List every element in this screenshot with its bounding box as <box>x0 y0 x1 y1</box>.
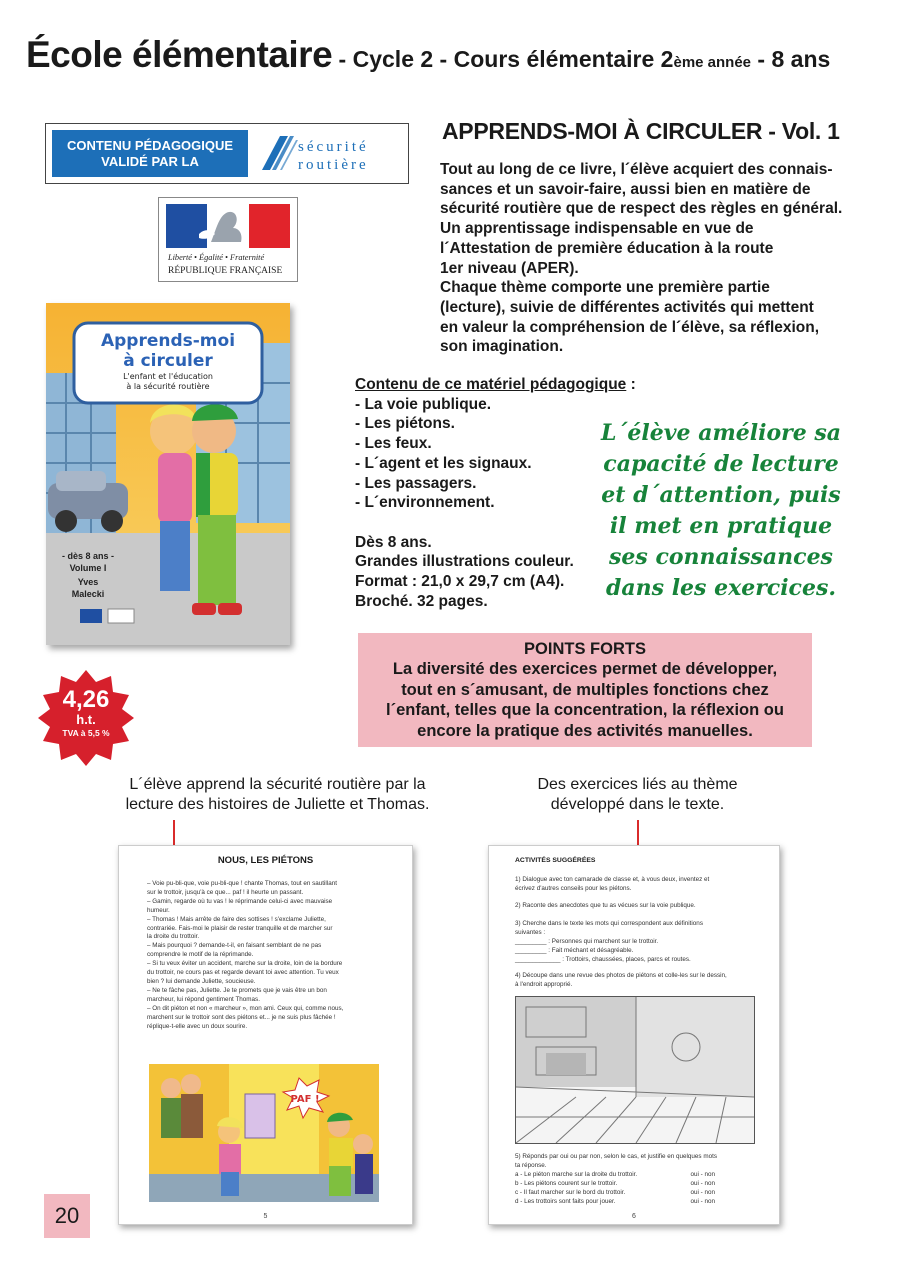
title-age: - 8 ans <box>751 46 831 72</box>
activity-line: _________ : Personnes qui marchent sur le trottoir. <box>515 937 659 945</box>
activity-5 <box>515 1153 765 1206</box>
cover-subtitle-2: à la sécurité routière <box>126 382 210 391</box>
activity-line: 2) Raconte des anecdotes que tu as vécues sur la voie publique. <box>515 902 696 909</box>
caption-left <box>105 775 450 815</box>
activity-line: 3) Cherche dans le texte les mots qui correspondent aux définitions <box>515 920 703 927</box>
caption-line: lecture des histoires de Juliette et Thomas. <box>125 796 430 813</box>
arrow-left-icon <box>173 820 175 848</box>
contents-item: - L´environnement. <box>355 494 495 512</box>
spec-line: Format : 21,0 x 29,7 cm (A4). <box>355 573 565 591</box>
intro-line: en valeur la compréhension de l´élève, sa réflexion, <box>440 318 820 336</box>
contents-item: - La voie publique. <box>355 395 492 413</box>
points-forts-line: l´enfant, telles que la concentration, la réflexion ou <box>386 701 784 719</box>
validated-label <box>52 130 248 177</box>
contents-item: - Les feux. <box>355 435 432 453</box>
sample-page-2-number: 6 <box>632 1213 636 1220</box>
points-forts-box <box>358 633 812 747</box>
price-tva: TVA à 5,5 % <box>62 728 110 738</box>
caption-right <box>495 775 780 815</box>
story-line: – Gamin, regarde où tu vas ! le réprimande celui-ci avec mauvaise <box>147 897 333 905</box>
activity-line: écrivez d'autres conseils pour les piétons. <box>515 884 632 892</box>
story-line: contrariée. Fais-moi le plaisir de rester tranquille et de marcher sur <box>147 924 333 932</box>
activity-line: _________ : Fait méchant et désagréable. <box>515 946 634 954</box>
cover-author-1: Yves <box>77 577 99 587</box>
intro-line: sances et un savoir-faire, aussi bien en matière de <box>440 180 811 198</box>
script-quote <box>596 418 846 604</box>
page-title <box>26 34 830 76</box>
story-line: du trottoir, ne cours pas et regarde devant toi avec attention. Tu veux <box>147 969 339 977</box>
answer-choice: oui - non <box>690 1179 715 1187</box>
story-line: bien ? lui demande Juliette, soucieuse. <box>147 977 256 985</box>
sample-page-1-number: 5 <box>263 1213 268 1220</box>
activity-line: à l'endroit approprié. <box>515 980 573 988</box>
product-intro <box>440 160 880 357</box>
sample-page-1-text <box>147 880 397 1031</box>
contents-item: - Les piétons. <box>355 415 455 433</box>
quote-line: capacité de lecture <box>603 451 839 477</box>
activity-drawing <box>515 996 755 1144</box>
story-line: comprendre le motif de la réprimande. <box>147 951 254 959</box>
securite-routiere-logo <box>258 130 404 177</box>
contents-heading: Contenu de ce matériel pédagogique <box>355 376 627 393</box>
points-forts-line: La diversité des exercices permet de développer, <box>392 660 778 678</box>
quote-line: ses connaissances <box>609 544 833 570</box>
activity-3 <box>515 920 765 965</box>
activity-line: ta réponse. <box>515 1161 547 1169</box>
story-line: – Ne te fâche pas, Juliette. Je te promets que je vais être un bon <box>147 986 327 994</box>
spec-line: Grandes illustrations couleur. <box>355 553 574 571</box>
activity-4 <box>515 972 765 990</box>
intro-line: Tout au long de ce livre, l´élève acquiert des connais- <box>440 161 833 178</box>
activity-line: 5) Réponds par oui ou par non, selon le cas, et justifie en quelques mots <box>515 1153 717 1160</box>
republique-motto: Liberté • Égalité • Fraternité <box>168 253 265 262</box>
sample-page-story <box>118 845 413 1225</box>
quote-line: dans les exercices. <box>606 575 836 601</box>
story-line: humeur. <box>147 906 170 914</box>
contents-item: - Les passagers. <box>355 474 477 492</box>
story-line: – Thomas ! Mais arrête de faire des sottises ! s'exclame Juliette, <box>147 915 326 923</box>
validation-badge <box>45 123 409 184</box>
quote-line: L´élève améliore sa <box>600 420 842 446</box>
caption-line: L´élève apprend la sécurité routière par la <box>129 776 426 793</box>
cover-title-2: à circuler <box>123 351 213 371</box>
price-amount: 4,26 <box>62 686 110 713</box>
caption-line: développé dans le texte. <box>550 796 725 813</box>
story-line: marcheur, lui répond gentiment Thomas. <box>147 995 260 1003</box>
contents-colon: : <box>626 376 636 393</box>
cover-title-1: Apprends-moi <box>100 331 236 351</box>
price-ht: h.t. <box>76 712 96 727</box>
story-line: – Mais pourquoi ? demande-t-il, en faisant semblant de ne pas <box>147 942 322 950</box>
activity-question: c - Il faut marcher sur le bord du trottoir. <box>515 1188 626 1196</box>
story-line: la droite du trottoir. <box>147 933 200 941</box>
quote-line: et d´attention, puis <box>601 482 841 508</box>
cover-subtitle-1: L'enfant et l'éducation <box>123 372 213 381</box>
intro-line: l´Attestation de première éducation à la route <box>440 239 774 257</box>
price-badge <box>38 670 134 766</box>
answer-choice: oui - non <box>690 1188 715 1196</box>
title-main: École élémentaire <box>26 34 333 75</box>
intro-line: sécurité routière que de respect des règles en général. <box>440 200 843 218</box>
validated-line-1: CONTENU PÉDAGOGIQUE <box>66 137 234 153</box>
intro-line: Un apprentissage indispensable en vue de <box>440 220 754 238</box>
logo-word-1: sécurité <box>298 139 369 155</box>
answer-choice: oui - non <box>690 1170 715 1178</box>
intro-line: Chaque thème comporte une première partie <box>440 279 770 297</box>
quote-line: il met en pratique <box>609 513 833 539</box>
activity-question: b - Les piétons courent sur le trottoir. <box>515 1179 618 1187</box>
answer-choice: oui - non <box>690 1197 715 1205</box>
activity-question: d - Les trottoirs sont faits pour jouer. <box>515 1197 616 1205</box>
republique-francaise-logo <box>158 197 298 282</box>
sfx-paf: PAF ! <box>290 1094 320 1105</box>
sample-page-1-title: NOUS, LES PIÉTONS <box>217 855 314 866</box>
story-illustration <box>149 1064 379 1202</box>
page-number: 20 <box>44 1194 90 1238</box>
cover-volume: Volume I <box>69 563 107 573</box>
activity-1 <box>515 876 765 894</box>
story-line: sur le trottoir, jusqu'à ce que... paf ! il heurte un passant. <box>147 888 304 896</box>
activity-line: _____________ : Trottoirs, chaussées, places, parcs et routes. <box>515 955 691 963</box>
story-line: – Si tu veux éviter un accident, marche sur la droite, loin de la bordure <box>147 960 343 968</box>
activity-line: 4) Découpe dans une revue des photos de piétons et colle-les sur le dessin, <box>515 972 727 979</box>
spec-line: Broché. 32 pages. <box>355 592 488 610</box>
activity-line: suivantes : <box>515 928 546 936</box>
intro-line: son imagination. <box>440 338 564 356</box>
arrow-right-icon <box>637 820 639 848</box>
title-year: ème année <box>673 54 752 71</box>
contents-item: - L´agent et les signaux. <box>355 454 532 472</box>
activity-2 <box>515 902 765 911</box>
validated-line-2: VALIDÉ PAR LA <box>101 153 199 169</box>
cover-age: - dès 8 ans - <box>61 551 115 561</box>
points-forts-title: POINTS FORTS <box>524 640 646 658</box>
intro-line: (lecture), suivie de différentes activités qui mettent <box>440 298 814 316</box>
cover-author-2: Malecki <box>71 589 105 599</box>
points-forts-line: encore la pratique des activités manuelles. <box>417 721 753 740</box>
caption-line: Des exercices liés au thème <box>537 776 738 793</box>
story-line: réplique-t-elle avec un doux sourire. <box>147 1022 248 1030</box>
activity-line: 1) Dialogue avec ton camarade de classe et, à vous deux, inventez et <box>515 876 710 883</box>
points-forts-line: tout en s´amusant, de multiples fonctions chez <box>401 680 769 699</box>
spec-line: Dès 8 ans. <box>355 533 432 551</box>
activity-question: a - Le piéton marche sur la droite du trottoir. <box>515 1170 638 1178</box>
sample-page-activities <box>488 845 780 1225</box>
product-title: APPRENDS-MOI À CIRCULER - Vol. 1 <box>442 118 840 144</box>
book-cover-image <box>46 303 290 645</box>
story-line: marchent sur le trottoir sont des piétons et... je ne suis plus fâchée ! <box>147 1013 336 1021</box>
sample-page-2-title: ACTIVITÉS SUGGÉRÉES <box>515 857 596 864</box>
story-line: – Voie pu-bli-que, voie pu-bli-que ! chante Thomas, tout en sautillant <box>147 880 337 887</box>
title-cycle: - Cycle 2 - Cours élémentaire 2 <box>332 46 674 72</box>
intro-line: 1er niveau (APER). <box>440 259 579 277</box>
republique-name: RÉPUBLIQUE FRANÇAISE <box>168 266 283 276</box>
logo-word-2: routière <box>298 157 369 173</box>
story-line: – On dit piéton et non « marcheur », mon ami. Ceux qui, comme nous, <box>147 1004 344 1012</box>
